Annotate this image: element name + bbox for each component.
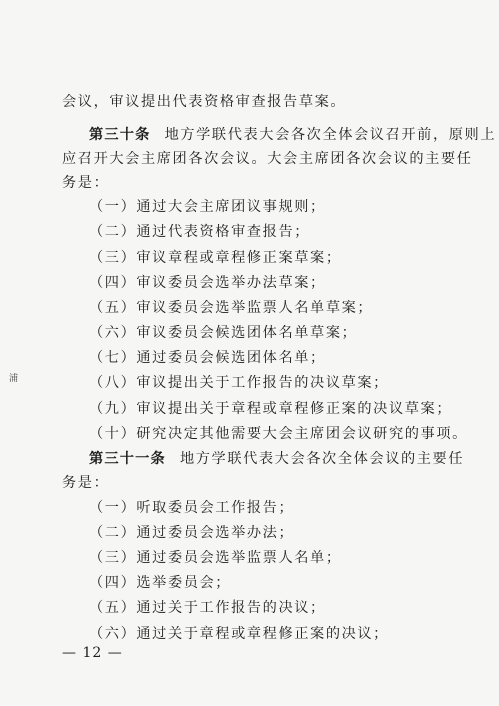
- line-text: （三）通过委员会选举监票人名单；: [89, 550, 342, 566]
- line-text: （六）审议委员会候选团体名单草案；: [89, 325, 358, 341]
- paragraph-line: [89, 274, 326, 292]
- paragraph-line: [89, 324, 357, 342]
- page-number: — 12 —: [62, 645, 123, 661]
- paragraph-line: [62, 174, 109, 192]
- article-paragraph-line: [89, 450, 464, 468]
- paragraph-line: [89, 524, 294, 542]
- paragraph-line: [89, 349, 326, 367]
- article-paragraph-line: [89, 126, 496, 144]
- line-text: （十）研究决定其他需要大会主席团会议研究的事项。: [89, 426, 468, 442]
- line-text: 务是：: [62, 475, 110, 491]
- line-text: （五）审议委员会选举监票人名单草案；: [89, 300, 374, 316]
- paragraph-line: [89, 599, 326, 617]
- line-text: （四）审议委员会选举办法草案；: [89, 275, 326, 291]
- article-heading: 第三十一条: [89, 451, 166, 467]
- line-text: （二）通过委员会选举办法；: [89, 525, 295, 541]
- line-text: （八）审议提出关于工作报告的决议草案；: [89, 375, 389, 391]
- paragraph-line: [89, 374, 389, 392]
- line-text: （五）通过关于工作报告的决议；: [89, 600, 326, 616]
- paragraph-line: [89, 299, 373, 317]
- line-text: 务是：: [62, 175, 110, 191]
- paragraph-line: [62, 150, 472, 168]
- paragraph-line: [89, 625, 389, 643]
- paragraph-line: [89, 249, 342, 267]
- article-heading: 第三十条: [89, 127, 151, 143]
- paragraph-line: [89, 499, 294, 517]
- paragraph-line: [89, 400, 452, 418]
- paragraph-line: [62, 474, 109, 492]
- line-text: （九）审议提出关于章程或章程修正案的决议草案；: [89, 401, 453, 417]
- line-text: （六）通过关于章程或章程修正案的决议；: [89, 626, 389, 642]
- line-text: 地方学联代表大会各次全体会议的主要任: [179, 451, 465, 467]
- line-text: （一）通过大会主席团议事规则；: [89, 199, 326, 215]
- paragraph-line: [89, 198, 326, 216]
- line-text: （三）审议章程或章程修正案草案；: [89, 250, 342, 266]
- line-text: （四）选举委员会；: [89, 575, 232, 591]
- line-text: 地方学联代表大会各次全体会议召开前，原则上: [164, 127, 497, 143]
- line-text: 应召开大会主席团各次会议。大会主席团各次会议的主要任: [62, 151, 473, 167]
- paragraph-line: [89, 574, 231, 592]
- paragraph-line: [89, 223, 310, 241]
- line-text: （二）通过代表资格审查报告；: [89, 224, 311, 240]
- edge-mark: 浦: [9, 374, 19, 384]
- paragraph-line: [89, 425, 468, 443]
- paragraph-line: [89, 549, 342, 567]
- line-text: （一）听取委员会工作报告；: [89, 500, 295, 516]
- line-text: （七）通过委员会候选团体名单；: [89, 350, 326, 366]
- paragraph-line: [62, 93, 346, 111]
- line-text: 会议，审议提出代表资格审查报告草案。: [62, 94, 347, 110]
